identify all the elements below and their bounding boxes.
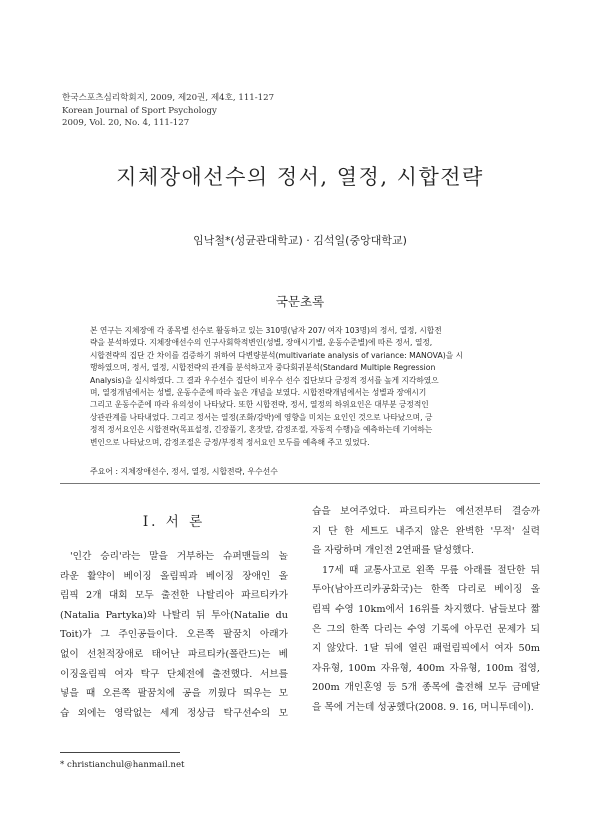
body-line: 지 않았다. 1달 뒤에 열린 패럴림픽에서 여자 50m xyxy=(312,643,540,655)
section-title: I. 서 론 xyxy=(142,514,206,530)
abstract-line: 시합전략의 집단 간 차이를 검증하기 위하여 다변량분석(multivariate analysis of variance: MANOVA)을 시 xyxy=(90,350,463,360)
body-line: 투아(남아프리카공화국)는 한쪽 다리로 베이징 올 xyxy=(312,584,540,596)
abstract-heading: 국문초록 xyxy=(275,294,325,309)
body-line: Toit)가 그 주인공들이다. 오른쪽 팔꿈치 아래가 xyxy=(60,629,288,641)
abstract-line: 본 연구는 지체장애 각 종목별 선수로 활동하고 있는 310명(남자 207/ 여자 103명)의 정서, 열정, 시합전 xyxy=(90,326,442,335)
body-line: 습을 보여주었다. 파르티카는 예선전부터 결승까 xyxy=(312,506,540,517)
body-line: 을 자랑하며 개인전 2연패를 달성했다. xyxy=(312,545,474,557)
journal-header-korean: 한국스포츠심리학회지, 2009, 제20권, 제4호, 111-127 xyxy=(62,93,275,103)
body-line: 200m 개인혼영 등 5개 종목에 출전해 모두 금메달 xyxy=(312,682,540,694)
body-line: 17세 때 교통사고로 왼쪽 무릎 아래를 절단한 뒤 xyxy=(322,564,540,576)
abstract-line: 며, 열정개념에서는 성별, 운동수준에 따라 높은 개념을 보였다. 시합전략개념에서는 성별과 장애시기 xyxy=(90,388,427,398)
body-line: 이징올림픽 여자 탁구 단체전에 출전했다. 서브를 xyxy=(60,668,288,680)
body-line: 림픽 수영 10km에서 16위를 차지했다. 남들보다 짧 xyxy=(312,603,540,615)
body-line: 라운 활약이 베이징 올림픽과 베이징 장애인 올 xyxy=(60,570,288,582)
body-line: 을 목에 거는데 성공했다(2008. 9. 16, 머니투데이). xyxy=(312,701,534,713)
journal-header-volume: 2009, Vol. 20, No. 4, 111-127 xyxy=(62,118,190,128)
footnote-email: * christianchul@hanmail.net xyxy=(60,760,185,770)
body-line: (Natalia Partyka)와 나탈리 뒤 투아(Natalie du xyxy=(60,609,288,621)
abstract-line: 변인으로 나타났으며, 감정조절은 긍정/부정적 정서요인 모두를 예측해 주고 있었다. xyxy=(90,437,370,447)
body-line: 은 그의 한쪽 다리는 수영 기록에 아무런 문제가 되 xyxy=(312,623,540,635)
body-line: 자유형, 100m 자유형, 400m 자유형, 100m 접영, xyxy=(312,662,540,674)
body-line: '인간 승리'라는 말을 거부하는 슈퍼맨들의 놀 xyxy=(70,551,288,562)
body-column-left xyxy=(60,547,288,723)
abstract-body xyxy=(90,325,508,449)
section-divider xyxy=(60,483,540,484)
abstract-line: 정적 정서요인은 시합전략(목표설정, 긴장풀기, 혼잣말, 감정조절, 자동적 수행)을 예측하는데 기여하는 xyxy=(90,425,433,435)
paper-authors: 임낙철*(성균관대학교) · 김석일(중앙대학교) xyxy=(193,234,407,247)
body-column-right xyxy=(312,502,540,718)
keywords: 주요어 : 지체장애선수, 정서, 열정, 시합전략, 우수선수 xyxy=(90,467,278,476)
body-line: 넣을 때 오른쪽 팔꿈치에 공을 끼웠다 띄우는 모 xyxy=(60,688,288,700)
abstract-line: 략을 분석하였다. 지체장애선수의 인구사회학적변인(성별, 장애시기별, 운동수준별)에 따른 정서, 열정, xyxy=(90,338,433,348)
footnote-divider xyxy=(60,752,180,753)
paper-title: 지체장애선수의 정서, 열정, 시합전략 xyxy=(116,165,484,189)
abstract-line: 상관관계를 나타내었다. 그리고 정서는 열정(조화/강박)에 영향을 미치는 요인인 것으로 나타났으며, 긍 xyxy=(90,412,433,422)
journal-header-english: Korean Journal of Sport Psychology xyxy=(62,105,217,116)
body-line: 지 단 한 세트도 내주지 않은 완벽한 '무적' 실력 xyxy=(312,525,540,537)
journal-header xyxy=(62,92,274,130)
body-line: 없이 선천적장애로 태어난 파르티카(폴란드)는 베 xyxy=(60,648,288,660)
body-line: 습 외에는 영락없는 세계 정상급 탁구선수의 모 xyxy=(60,707,288,719)
abstract-line: Analysis)을 실시하였다. 그 결과 우수선수 집단이 비우수 선수 집단보다 긍정적 정서를 높게 지각하였으 xyxy=(90,375,439,385)
abstract-line: 그리고 운동수준에 따라 유의성이 나타났다. 또한 시합전략, 정서, 열정의 하위요인은 대부분 긍정적인 xyxy=(90,400,429,410)
abstract-line: 행하였으며, 정서, 열정, 시합전략의 관계를 분석하고자 중다회귀분석(Standard Multiple Regression xyxy=(90,363,436,373)
body-line: 림픽 2개 대회 모두 출전한 나탈리아 파르티카가 xyxy=(60,590,288,602)
